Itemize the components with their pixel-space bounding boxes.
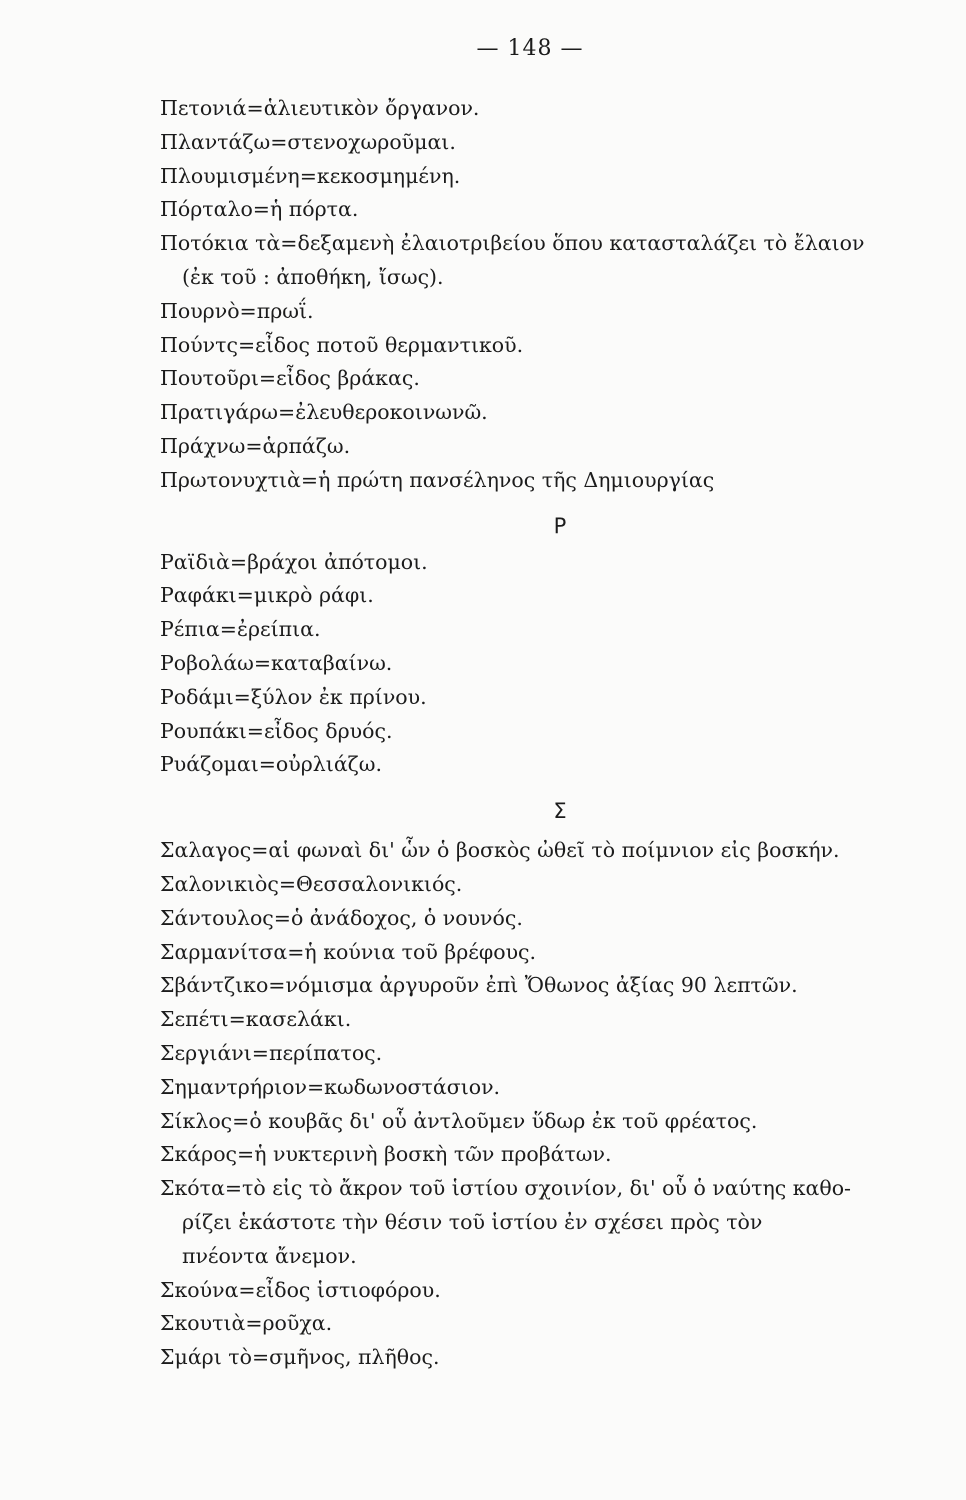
glossary-entry: Πρωτονυχτιὰ=ἡ πρώτη πανσέληνος τῆς Δημιουργίας xyxy=(160,467,715,492)
glossary-entry: Ποτόκια τὰ=δεξαμενὴ ἐλαιοτριβείου ὅπου κατασταλάζει τὸ ἔλαιον xyxy=(160,231,865,256)
section-letter-sigma: Σ xyxy=(553,799,567,824)
section-rho xyxy=(160,546,940,783)
glossary-entry: Σεπέτι=κασελάκι. xyxy=(160,1007,352,1032)
glossary-entry: Ρέπια=ἐρείπια. xyxy=(160,617,321,642)
glossary-entry: Ρυάζομαι=οὐρλιάζω. xyxy=(160,752,383,777)
glossary-entry: Πουρνὸ=πρωΐ. xyxy=(160,298,314,323)
glossary-entry-continuation: ρίζει ἑκάστοτε τὴν θέσιν τοῦ ἱστίου ἐν σχέσει πρὸς τὸν xyxy=(182,1209,763,1234)
section-sigma xyxy=(160,834,940,1375)
glossary-entry: Σκάρος=ἡ νυκτερινὴ βοσκὴ τῶν προβάτων. xyxy=(160,1142,612,1167)
glossary-entry: Πράχνω=ἁρπάζω. xyxy=(160,433,351,458)
glossary-entry: Σκουτιὰ=ροῦχα. xyxy=(160,1311,333,1336)
glossary-entry: Σβάντζικο=νόμισμα ἀργυροῦν ἐπὶ Ὄθωνος ἀξίας 90 λεπτῶν. xyxy=(160,973,798,998)
glossary-entry: Ροδάμι=ξύλον ἐκ πρίνου. xyxy=(160,684,427,709)
glossary-entry: Σεργιάνι=περίπατος. xyxy=(160,1040,383,1065)
glossary-entry: Πρατιγάρω=ἐλευθεροκοινωνῶ. xyxy=(160,400,488,425)
glossary-entry: Πετονιά=ἁλιευτικὸν ὄργανον. xyxy=(160,96,480,120)
glossary-entry: Ραφάκι=μικρὸ ράφι. xyxy=(160,583,374,608)
glossary-entry: Σαλαγος=αἱ φωναὶ δι' ὧν ὁ βοσκὸς ὠθεῖ τὸ ποίμνιον εἰς βοσκήν. xyxy=(160,838,840,863)
glossary-entry: Σαρμανίτσα=ἡ κούνια τοῦ βρέφους. xyxy=(160,939,537,964)
glossary-entry: Σαλονικιὸς=Θεσσαλονικιός. xyxy=(160,871,463,896)
glossary-entry: Σκότα=τὸ εἰς τὸ ἄκρον τοῦ ἱστίου σχοινίον, δι' οὗ ὁ ναύτης καθο- xyxy=(160,1176,851,1201)
glossary-entry-continuation: (ἐκ τοῦ : ἀποθήκη, ἴσως). xyxy=(182,264,444,289)
glossary-entry: Ραϊδιὰ=βράχοι ἀπότομοι. xyxy=(160,549,428,574)
glossary-entries xyxy=(160,92,940,1375)
glossary-entry: Πούντς=εἶδος ποτοῦ θερμαντικοῦ. xyxy=(160,332,524,357)
page-number: — 148 — xyxy=(476,36,584,61)
glossary-entry: Σκούνα=εἶδος ἱστιοφόρου. xyxy=(160,1277,441,1302)
glossary-entry: Σημαντρήριον=κωδωνοστάσιον. xyxy=(160,1074,501,1099)
glossary-entry: Πλαντάζω=στενοχωροῦμαι. xyxy=(160,129,456,154)
section-letter-rho: Ρ xyxy=(553,513,567,538)
glossary-entry: Σίκλος=ὁ κουβᾶς δι' οὗ ἀντλοῦμεν ὕδωρ ἐκ τοῦ φρέατος. xyxy=(160,1108,758,1133)
glossary-entry: Πλουμισμένη=κεκοσμημένη. xyxy=(160,163,461,188)
glossary-entry: Πουτοῦρι=εἶδος βράκας. xyxy=(160,366,420,391)
glossary-entry: Πόρταλο=ἡ πόρτα. xyxy=(160,197,359,222)
glossary-entry: Ρουπάκι=εἶδος δρυός. xyxy=(160,718,393,743)
glossary-entry: Σμάρι τὸ=σμῆνος, πλῆθος. xyxy=(160,1345,440,1370)
glossary-entry: Σάντουλος=ὁ ἀνάδοχος, ὁ νουνός. xyxy=(160,905,523,930)
section-pi xyxy=(160,92,940,498)
glossary-entry-continuation: πνέοντα ἄνεμον. xyxy=(182,1243,357,1268)
glossary-entry: Ροβολάω=καταβαίνω. xyxy=(160,650,393,675)
